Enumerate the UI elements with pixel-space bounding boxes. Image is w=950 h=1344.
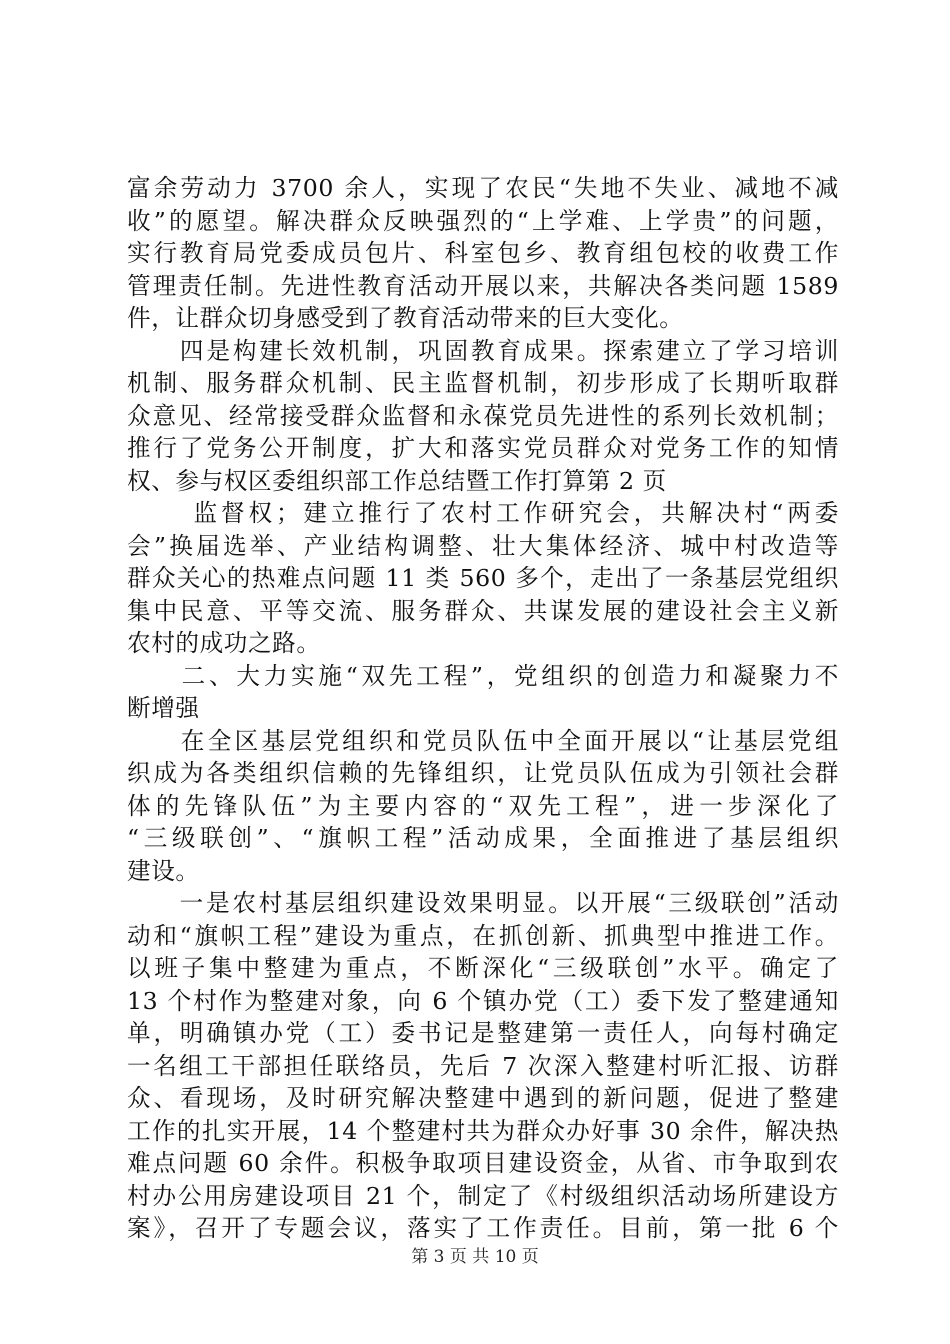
text-line: 一名组工干部担任联络员，先后 7 次深入整建村听汇报、访群: [127, 1051, 839, 1080]
text-line: 二、大力实施“双先工程”，党组织的创造力和凝聚力不: [127, 661, 839, 690]
text-line: 以班子集中整建为重点，不断深化“三级联创”水平。确定了: [127, 954, 839, 982]
text-line: 件，让群众切身感受到了教育活动带来的巨大变化。: [127, 304, 684, 332]
text-line: 村办公用房建设项目 21 个，制定了《村级组织活动场所建设方: [127, 1181, 839, 1210]
text-line: 实行教育局党委成员包片、科室包乡、教育组包校的收费工作: [127, 239, 839, 267]
text-line: 工作的扎实开展，14 个整建村共为群众办好事 30 余件，解决热: [127, 1116, 839, 1145]
text-line: 在全区基层党组织和党员队伍中全面开展以“让基层党组: [127, 726, 839, 755]
text-line: 单，明确镇办党（工）委书记是整建第一责任人，向每村确定: [127, 1019, 839, 1047]
text-line: 四是构建长效机制，巩固教育成果。探索建立了学习培训: [127, 336, 839, 365]
text-line: 体的先锋队伍”为主要内容的“双先工程”，进一步深化了: [127, 791, 839, 820]
text-line: “三级联创”、“旗帜工程”活动成果，全面推进了基层组织: [127, 824, 839, 852]
text-line: 难点问题 60 余件。积极争取项目建设资金，从省、市争取到农: [127, 1149, 839, 1177]
text-line: 织成为各类组织信赖的先锋组织，让党员队伍成为引领社会群: [127, 759, 839, 787]
text-line: 监督权；建立推行了农村工作研究会，共解决村“两委: [127, 499, 839, 527]
text-line: 权、参与权区委组织部工作总结暨工作打算第 2 页: [127, 466, 667, 495]
text-line: 断增强: [127, 694, 200, 722]
text-line: 集中民意、平等交流、服务群众、共谋发展的建设社会主义新: [127, 596, 839, 625]
text-line: 动和“旗帜工程”建设为重点，在抓创新、抓典型中推进工作。: [127, 921, 839, 950]
text-line: 机制、服务群众机制、民主监督机制，初步形成了长期听取群: [127, 369, 839, 397]
text-line: 推行了党务公开制度，扩大和落实党员群众对党务工作的知情: [127, 434, 839, 462]
text-line: 收”的愿望。解决群众反映强烈的“上学难、上学贵”的问题，: [127, 206, 839, 235]
text-line: 群众关心的热难点问题 11 类 560 多个，走出了一条基层党组织: [127, 564, 839, 592]
page-footer: 第 3 页 共 10 页: [411, 1247, 539, 1267]
text-line: 众意见、经常接受群众监督和永葆党员先进性的系列长效机制；: [127, 401, 839, 430]
text-line: 农村的成功之路。: [127, 629, 321, 657]
text-line: 建设。: [127, 856, 200, 885]
text-line: 管理责任制。先进性教育活动开展以来，共解决各类问题 1589: [127, 271, 839, 300]
text-line: 案》，召开了专题会议，落实了工作责任。目前，第一批 6 个: [127, 1214, 839, 1242]
body-text: [127, 172, 839, 1245]
text-line: 会”换届选举、产业结构调整、壮大集体经济、城中村改造等: [127, 531, 839, 560]
text-line: 一是农村基层组织建设效果明显。以开展“三级联创”活动: [127, 889, 839, 917]
text-line: 富余劳动力 3700 余人，实现了农民“失地不失业、减地不减: [127, 174, 839, 202]
text-line: 13 个村作为整建对象，向 6 个镇办党（工）委下发了整建通知: [127, 986, 839, 1015]
text-line: 众、看现场，及时研究解决整建中遇到的新问题，促进了整建: [127, 1084, 839, 1112]
